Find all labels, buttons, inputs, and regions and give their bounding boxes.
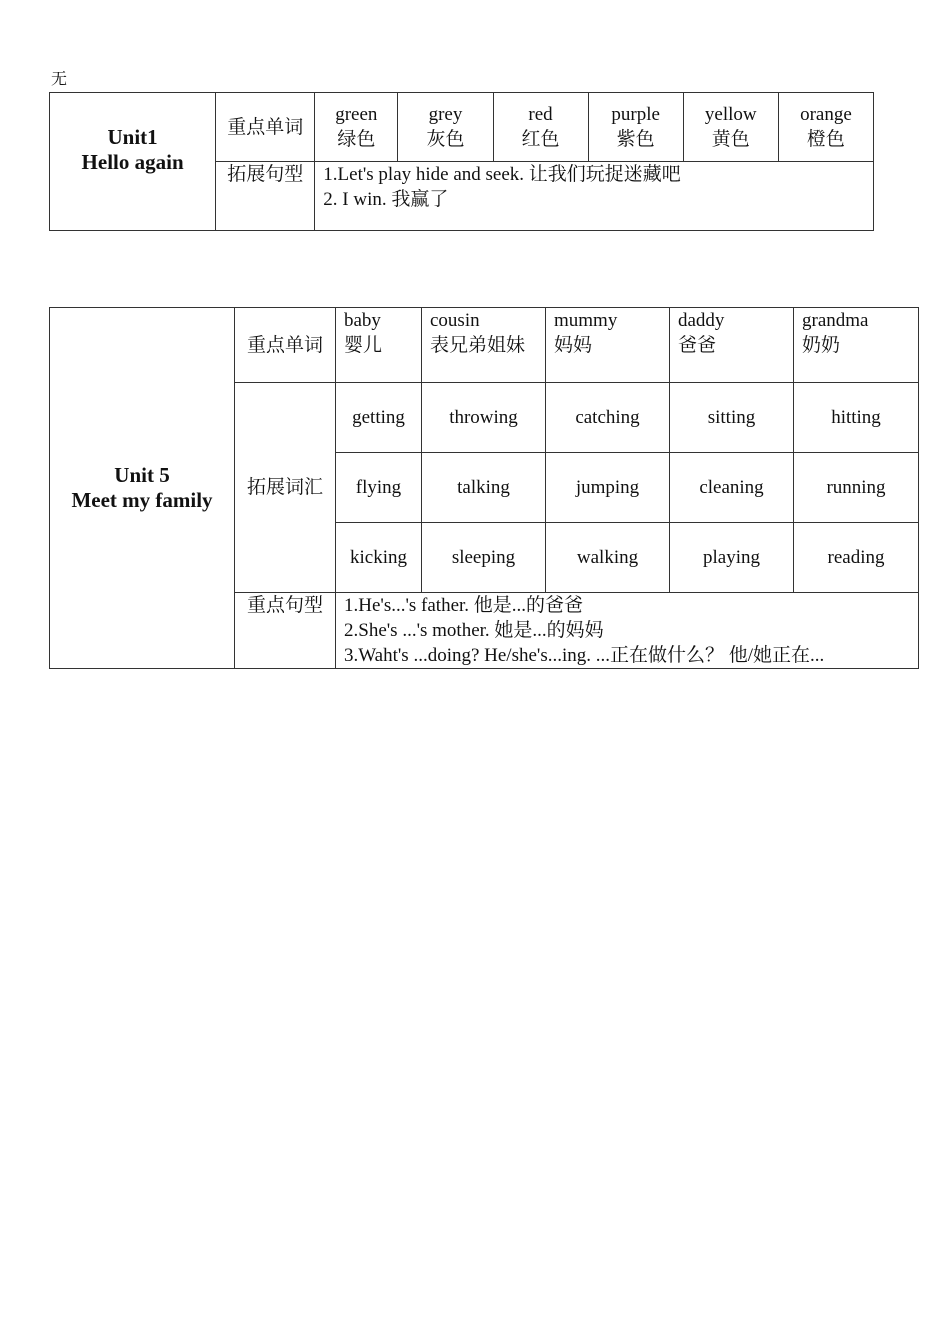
unit1-sentences-cell [315, 162, 874, 231]
unit1-word-cell [493, 93, 588, 162]
unit1-title-cell [50, 93, 216, 231]
word-en: green [335, 104, 378, 125]
unit5-table [49, 307, 919, 669]
word-en: cousin [430, 310, 480, 331]
vocab-cell: talking [422, 453, 546, 523]
word-en: grandma [802, 310, 869, 331]
vocab-cell: jumping [546, 453, 670, 523]
unit1-sentences-label: 拓展句型 [216, 162, 315, 231]
vocab-cell: getting [336, 383, 422, 453]
unit5-key-words-label: 重点单词 [235, 308, 336, 383]
vocab-cell: kicking [336, 523, 422, 593]
word-en: grey [428, 104, 463, 125]
word-en: baby [344, 310, 381, 331]
word-cn: 奶奶 [802, 335, 841, 356]
word-en: yellow [704, 104, 757, 125]
word-en: mummy [554, 310, 618, 331]
note-text: 无 [51, 71, 68, 88]
unit1-word-cell [398, 93, 493, 162]
word-en: purple [611, 104, 660, 125]
word-cn: 婴儿 [344, 335, 383, 356]
unit5-word-cell [670, 308, 794, 383]
word-cn: 灰色 [426, 129, 465, 150]
sentence-line: 1.He's...'s father. 他是...的爸爸 [344, 595, 584, 616]
unit5-title-cell [50, 308, 235, 669]
unit5-word-cell [546, 308, 670, 383]
word-en: red [528, 104, 553, 125]
unit1-table [49, 92, 874, 231]
vocab-cell: sleeping [422, 523, 546, 593]
word-en: orange [800, 104, 852, 125]
word-cn: 黄色 [711, 129, 750, 150]
unit5-sentences-label: 重点句型 [235, 593, 336, 669]
word-cn: 紫色 [616, 129, 655, 150]
word-cn: 妈妈 [554, 335, 593, 356]
unit1-title: Unit1 [107, 124, 158, 149]
word-cn: 绿色 [337, 129, 376, 150]
unit5-word-cell [336, 308, 422, 383]
word-cn: 表兄弟姐妹 [430, 335, 526, 356]
vocab-cell: throwing [422, 383, 546, 453]
vocab-cell: flying [336, 453, 422, 523]
unit5-word-cell [422, 308, 546, 383]
sentence-line: 2.She's ...'s mother. 她是...的妈妈 [344, 620, 604, 641]
vocab-cell: walking [546, 523, 670, 593]
unit1-key-words-label: 重点单词 [216, 93, 315, 162]
vocab-cell: cleaning [670, 453, 794, 523]
sentence-line: 3.Waht's ...doing? He/she's...ing. ...正在做什么？ 他/她正在... [344, 645, 825, 666]
unit5-sentences-cell [336, 593, 919, 669]
word-cn: 红色 [521, 129, 560, 150]
vocab-cell: catching [546, 383, 670, 453]
vocab-cell: playing [670, 523, 794, 593]
unit1-word-cell [588, 93, 683, 162]
vocab-cell: sitting [670, 383, 794, 453]
vocab-cell: running [794, 453, 919, 523]
unit1-word-cell [778, 93, 873, 162]
unit5-word-cell [794, 308, 919, 383]
vocab-cell: hitting [794, 383, 919, 453]
word-en: daddy [678, 310, 725, 331]
word-cn: 爸爸 [678, 335, 717, 356]
unit5-title: Unit 5 [114, 463, 170, 487]
sentence-line: 2. I win. 我赢了 [323, 189, 449, 210]
sentence-line: 1.Let's play hide and seek. 让我们玩捉迷藏吧 [323, 164, 681, 185]
unit5-vocab-label: 拓展词汇 [235, 383, 336, 593]
word-cn: 橙色 [806, 129, 845, 150]
unit1-word-cell [315, 93, 398, 162]
vocab-cell: reading [794, 523, 919, 593]
unit1-subtitle: Hello again [81, 149, 184, 174]
unit1-word-cell [683, 93, 778, 162]
unit5-subtitle: Meet my family [71, 488, 213, 512]
